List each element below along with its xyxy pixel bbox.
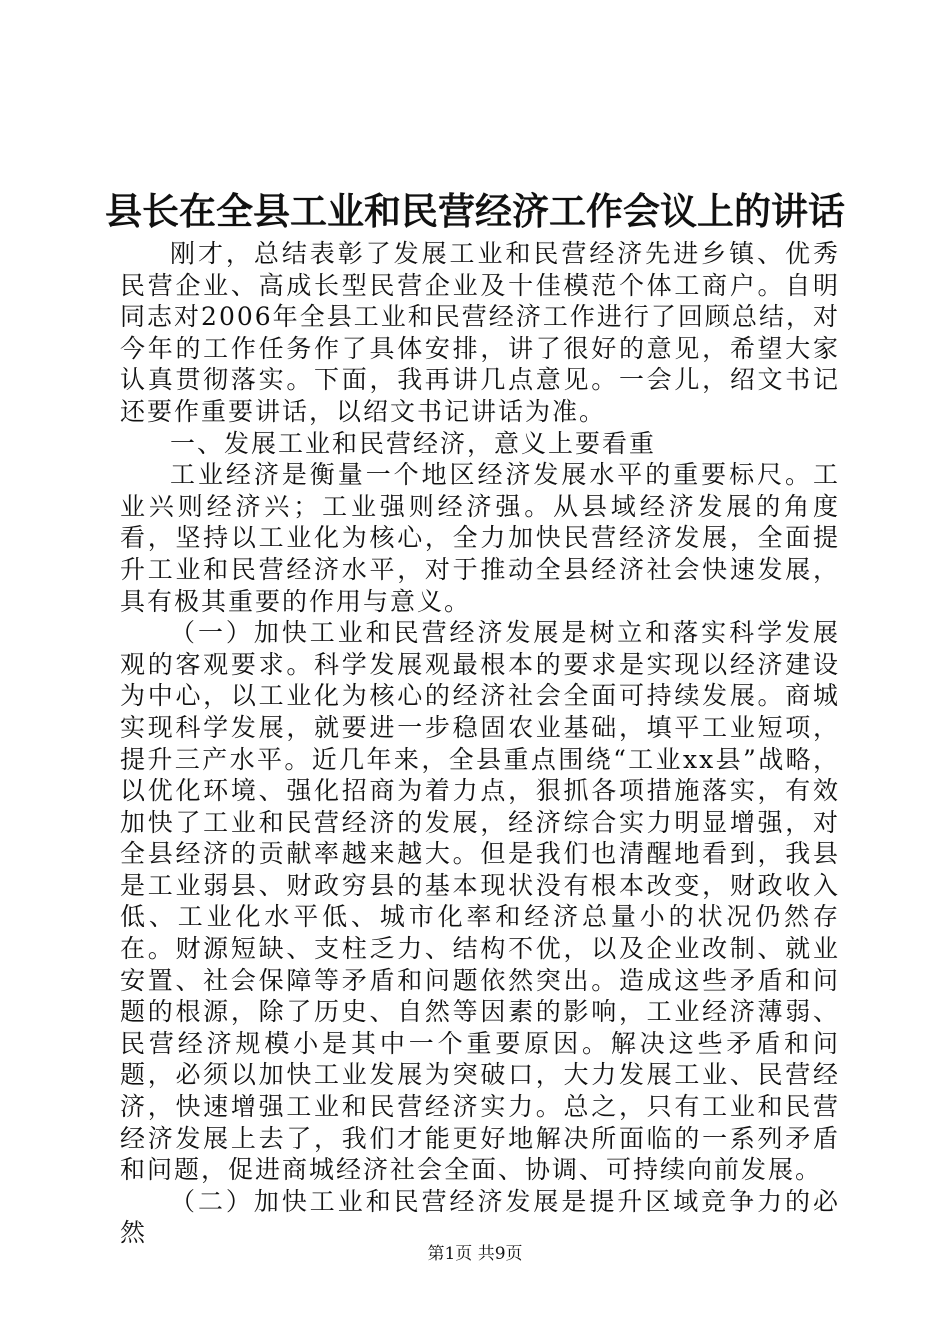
paragraph-point-2: （二）加快工业和民营经济发展是提升区域竞争力的必然 [120, 1186, 840, 1248]
section-heading-1: 一、发展工业和民营经济，意义上要看重 [170, 428, 657, 458]
paragraph-intro: 刚才，总结表彰了发展工业和民营经济先进乡镇、优秀民营企业、高成长型民营企业及十佳模范个体工商户。自明同志对2006年全县工业和民营经济工作进行了回顾总结，对今年的工作任务作了具体安排，讲了很好的意见，希望大家认真贯彻落实。下面，我再讲几点意见。一会儿，绍文书记还要作重要讲话，以绍文书记讲话为准。 [120, 239, 840, 426]
paragraph-industry-standard: 工业经济是衡量一个地区经济发展水平的重要标尺。工业兴则经济兴；工业强则经济强。从县域经济发展的角度看，坚持以工业化为核心，全力加快民营经济发展，全面提升工业和民营经济水平，对于推动全县经济社会快速发展，具有极其重要的作用与意义。 [120, 460, 840, 616]
document-title: 县长在全县工业和民营经济工作会议上的讲话 [105, 189, 845, 233]
document-body [120, 238, 840, 1249]
paragraph-point-1: （一）加快工业和民营经济发展是树立和落实科学发展观的客观要求。科学发展观最根本的要求是实现以经济建设为中心，以工业化为核心的经济社会全面可持续发展。商城实现科学发展，就要进一步稳固农业基础，填平工业短项，提升三产水平。近几年来，全县重点围绕“工业xx县”战略，以优化环境、强化招商为着力点，狠抓各项措施落实，有效加快了工业和民营经济的发展，经济综合实力明显增强，对全县经济的贡献率越来越大。但是我们也清醒地看到，我县是工业弱县、财政穷县的基本现状没有根本改变，财政收入低、工业化水平低、城市化率和经济总量小的状况仍然存在。财源短缺、支柱乏力、结构不优，以及企业改制、就业安置、社会保障等矛盾和问题依然突出。造成这些矛盾和问题的根源，除了历史、自然等因素的影响，工业经济薄弱、民营经济规模小是其中一个重要原因。解决这些矛盾和问题，必须以加快工业发展为突破口，大力发展工业、民营经济，快速增强工业和民营经济实力。总之，只有工业和民营经济发展上去了，我们才能更好地解决所面临的一系列矛盾和问题，促进商城经济社会全面、协调、可持续向前发展。 [120, 618, 840, 1185]
page-number: 第1页 共9页 [427, 1244, 523, 1264]
